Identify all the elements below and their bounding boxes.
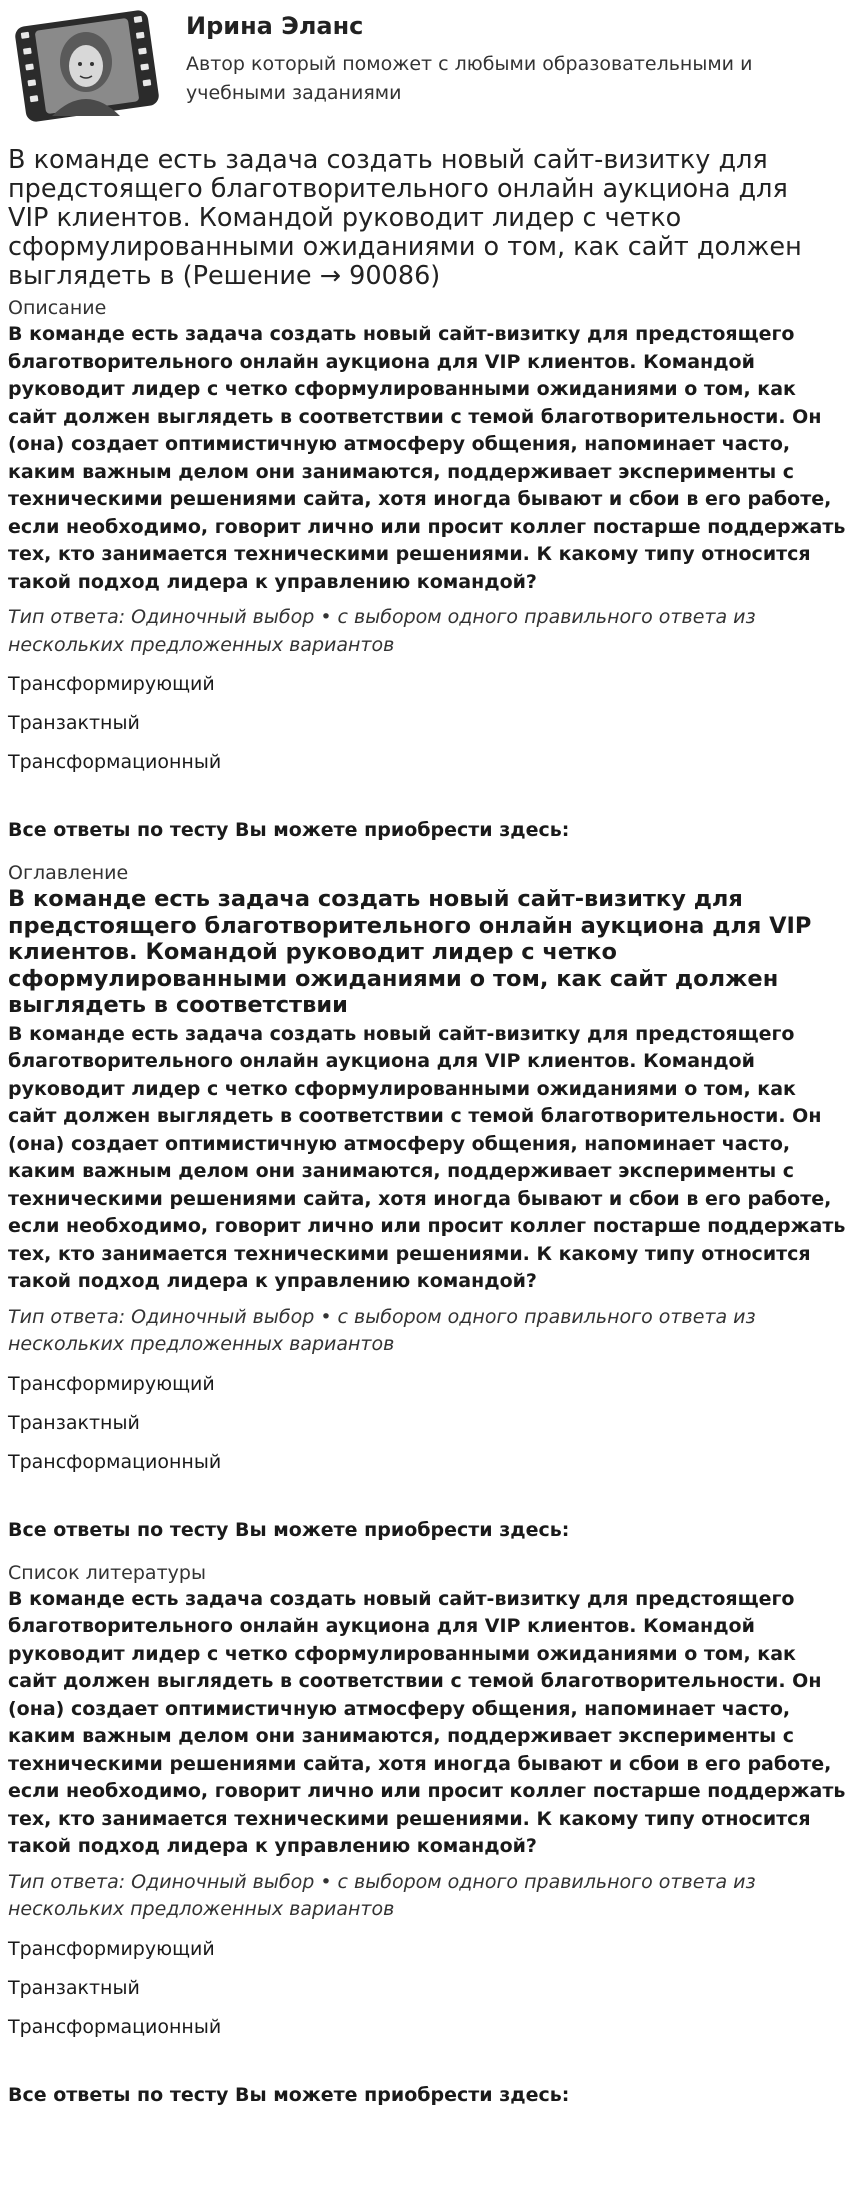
answer-type: Тип ответа: Одиночный выбор • с выбором одного правильного ответа из нескольких предложенных вариантов [8, 1870, 756, 1920]
contents-section [8, 862, 847, 1542]
answer-options [8, 671, 847, 776]
buy-answers-text: Все ответы по тесту Вы можете приобрести здесь: [8, 819, 570, 841]
author-card [8, 0, 847, 132]
description-section [8, 297, 847, 842]
references-section [8, 1562, 847, 2107]
question-text: В команде есть задача создать новый сайт-визитку для предстоящего благотворительного онлайн аукциона для VIP клиентов. Командой руководит лидер с четко сформулированными ожиданиями о том, как сайт должен выглядеть в соответствии с темой благотворительности. Он (она) создает оптимистичную атмосферу общения, напоминает часто, каким важным делом они занимаются, поддерживает эксперименты с техническими решениями сайта, хотя иногда бывают и сбои в его работе, если необходимо, говорит лично или просит коллег постарше поддержать тех, кто занимается техническими решениями. К какому типу относится такой подход лидера к управлению командой? [8, 1022, 846, 1292]
page-title: В команде есть задача создать новый сайт-визитку для предстоящего благотворительного онлайн аукциона для VIP клиентов. Командой руководит лидер с четко сформулированными ожиданиями о том, как сайт должен выглядеть в (Решение → 90086) [8, 145, 802, 291]
answer-options [8, 1371, 847, 1476]
question-text: В команде есть задача создать новый сайт-визитку для предстоящего благотворительного онлайн аукциона для VIP клиентов. Командой руководит лидер с четко сформулированными ожиданиями о том, как сайт должен выглядеть в соответствии с темой благотворительности. Он (она) создает оптимистичную атмосферу общения, напоминает часто, каким важным делом они занимаются, поддерживает эксперименты с техническими решениями сайта, хотя иногда бывают и сбои в его работе, если необходимо, говорит лично или просит коллег постарше поддержать тех, кто занимается техническими решениями. К какому типу относится такой подход лидера к управлению командой? [8, 323, 846, 593]
section-label: Список литературы [8, 1561, 206, 1584]
option-item: Трансформирующий [8, 1937, 215, 1960]
section-label: Описание [8, 297, 107, 319]
buy-answers-text: Все ответы по тесту Вы можете приобрести здесь: [8, 2083, 570, 2106]
option-item: Транзактный [8, 712, 140, 734]
option-item: Транзактный [8, 1411, 140, 1434]
option-item: Трансформационный [8, 751, 222, 773]
answer-type: Тип ответа: Одиночный выбор • с выбором одного правильного ответа из нескольких предложенных вариантов [8, 1305, 756, 1355]
buy-answers-text: Все ответы по тесту Вы можете приобрести здесь: [8, 1518, 570, 1541]
option-item: Транзактный [8, 1976, 140, 1999]
author-avatar-icon [12, 4, 162, 128]
option-item: Трансформационный [8, 2015, 222, 2038]
option-item: Трансформирующий [8, 673, 215, 695]
author-description: Автор который поможет с любыми образовательными и учебными заданиями [186, 53, 753, 104]
section-label: Оглавление [8, 862, 129, 884]
answer-options [8, 1936, 847, 2041]
answer-type: Тип ответа: Одиночный выбор • с выбором одного правильного ответа из нескольких предложенных вариантов [8, 606, 756, 656]
section-heading: В команде есть задача создать новый сайт-визитку для предстоящего благотворительного онлайн аукциона для VIP клиентов. Командой руководит лидер с четко сформулированными ожиданиями о том, как сайт должен выглядеть в соответствии [8, 886, 812, 1018]
option-item: Трансформационный [8, 1450, 222, 1473]
author-name[interactable]: Ирина Эланс [186, 12, 364, 40]
option-item: Трансформирующий [8, 1372, 215, 1395]
question-text: В команде есть задача создать новый сайт-визитку для предстоящего благотворительного онлайн аукциона для VIP клиентов. Командой руководит лидер с четко сформулированными ожиданиями о том, как сайт должен выглядеть в соответствии с темой благотворительности. Он (она) создает оптимистичную атмосферу общения, напоминает часто, каким важным делом они занимаются, поддерживает эксперименты с техническими решениями сайта, хотя иногда бывают и сбои в его работе, если необходимо, говорит лично или просит коллег постарше поддержать тех, кто занимается техническими решениями. К какому типу относится такой подход лидера к управлению командой? [8, 1587, 846, 1857]
